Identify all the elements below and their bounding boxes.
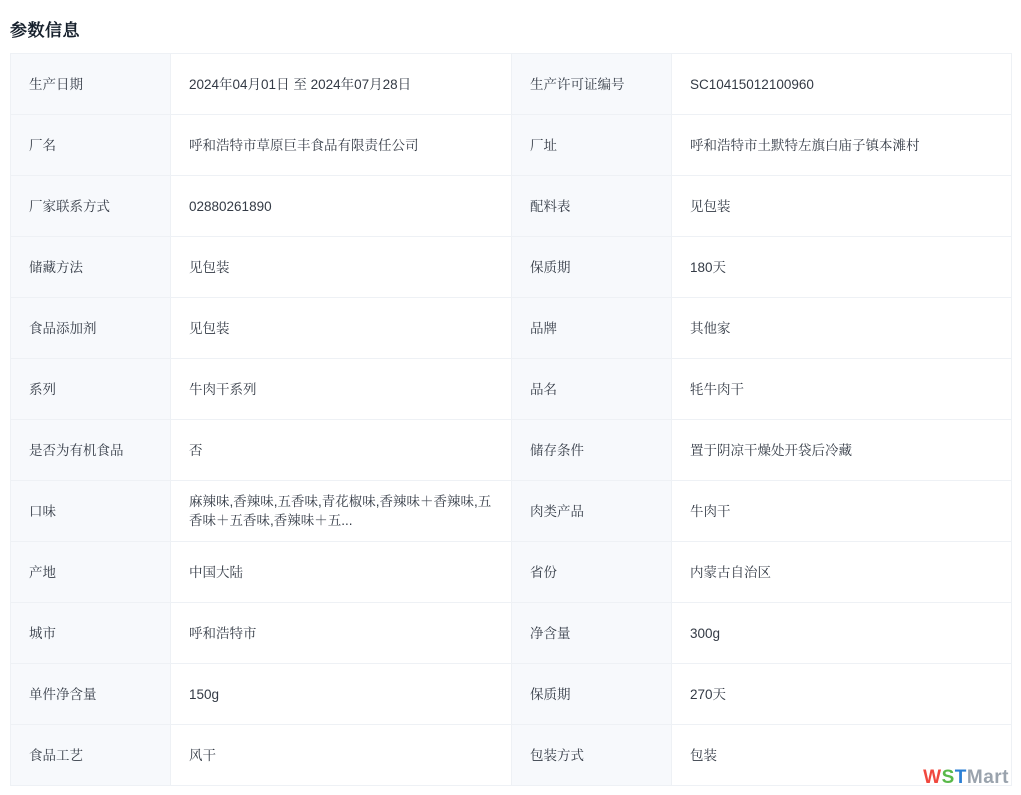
- parameter-table-body: [11, 54, 1012, 786]
- param-label: 是否为有机食品: [11, 420, 171, 481]
- param-label: 产地: [11, 542, 171, 603]
- param-value: 否: [171, 420, 512, 481]
- table-row: [11, 420, 1012, 481]
- param-value: 风干: [171, 725, 512, 786]
- table-row: [11, 54, 1012, 115]
- table-row: [11, 359, 1012, 420]
- param-value: 内蒙古自治区: [672, 542, 1012, 603]
- param-label: 口味: [11, 481, 171, 542]
- table-row: [11, 725, 1012, 786]
- param-value: 150g: [171, 664, 512, 725]
- param-label: 品牌: [512, 298, 672, 359]
- table-row: [11, 176, 1012, 237]
- param-value: SC10415012100960: [672, 54, 1012, 115]
- param-label: 食品工艺: [11, 725, 171, 786]
- table-row: [11, 115, 1012, 176]
- param-label: 净含量: [512, 603, 672, 664]
- param-value: 麻辣味,香辣味,五香味,青花椒味,香辣味＋香辣味,五香味＋五香味,香辣味＋五...: [171, 481, 512, 542]
- param-label: 省份: [512, 542, 672, 603]
- param-value: 中国大陆: [171, 542, 512, 603]
- table-row: [11, 481, 1012, 542]
- watermark-letter-s: S: [941, 767, 955, 788]
- table-row: [11, 542, 1012, 603]
- param-value: 呼和浩特市土默特左旗白庙子镇本滩村: [672, 115, 1012, 176]
- param-value: 呼和浩特市: [171, 603, 512, 664]
- param-label: 保质期: [512, 664, 672, 725]
- param-label: 包装方式: [512, 725, 672, 786]
- param-label: 储藏方法: [11, 237, 171, 298]
- param-value: 包装: [672, 725, 1012, 786]
- param-value: 2024年04月01日 至 2024年07月28日: [171, 54, 512, 115]
- table-row: [11, 298, 1012, 359]
- param-label: 品名: [512, 359, 672, 420]
- param-value: 牦牛肉干: [672, 359, 1012, 420]
- param-label: 生产许可证编号: [512, 54, 672, 115]
- param-label: 系列: [11, 359, 171, 420]
- param-value: 牛肉干: [672, 481, 1012, 542]
- page-title: 参数信息: [10, 21, 80, 40]
- watermark-letter-t: T: [954, 767, 967, 788]
- param-value: 见包装: [171, 298, 512, 359]
- param-value: 其他家: [672, 298, 1012, 359]
- param-label: 肉类产品: [512, 481, 672, 542]
- param-label: 配料表: [512, 176, 672, 237]
- param-label: 生产日期: [11, 54, 171, 115]
- param-value: 02880261890: [171, 176, 512, 237]
- param-label: 食品添加剂: [11, 298, 171, 359]
- param-label: 城市: [11, 603, 171, 664]
- param-label: 厂名: [11, 115, 171, 176]
- param-value: 置于阴凉干燥处开袋后冷藏: [672, 420, 1012, 481]
- parameter-table: [10, 53, 1012, 786]
- param-label: 保质期: [512, 237, 672, 298]
- param-label: 储存条件: [512, 420, 672, 481]
- param-value: 呼和浩特市草原巨丰食品有限责任公司: [171, 115, 512, 176]
- param-label: 单件净含量: [11, 664, 171, 725]
- param-value: 见包装: [171, 237, 512, 298]
- watermark-text: Mart: [966, 767, 1009, 788]
- param-label: 厂址: [512, 115, 672, 176]
- param-value: 270天: [672, 664, 1012, 725]
- table-row: [11, 237, 1012, 298]
- table-row: [11, 603, 1012, 664]
- param-value: 见包装: [672, 176, 1012, 237]
- param-value: 300g: [672, 603, 1012, 664]
- param-value: 180天: [672, 237, 1012, 298]
- watermark-letter-w: W: [923, 767, 942, 788]
- param-label: 厂家联系方式: [11, 176, 171, 237]
- table-row: [11, 664, 1012, 725]
- param-value: 牛肉干系列: [171, 359, 512, 420]
- watermark: [923, 767, 1009, 789]
